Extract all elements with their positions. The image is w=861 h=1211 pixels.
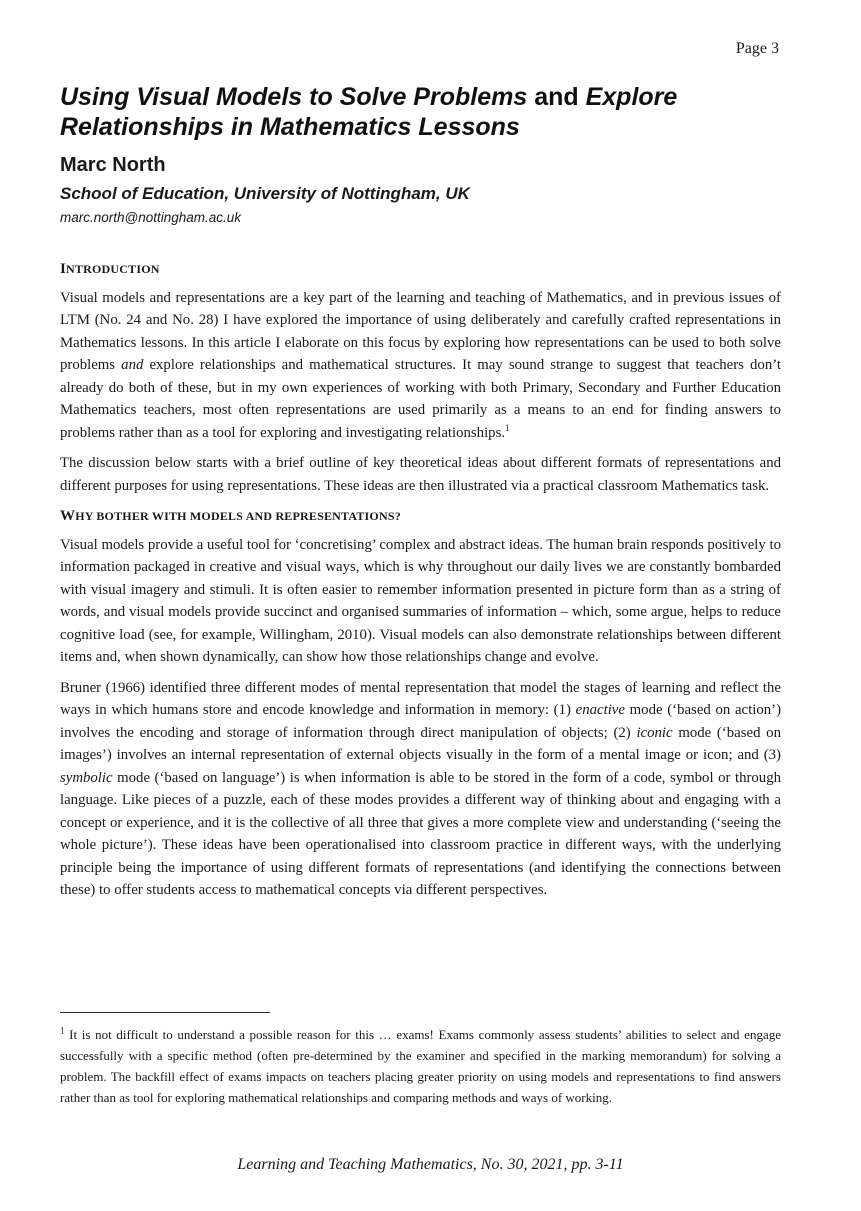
article-body <box>60 258 781 910</box>
section-heading-why-bother: WHY BOTHER WITH MODELS AND REPRESENTATIONS? <box>60 508 401 524</box>
footnote-reference[interactable]: 1 <box>505 422 510 433</box>
paragraph: The discussion below starts with a brief outline of key theoretical ideas about different formats of representations and different purposes for using representations. These ideas are then illustrated via a practical classroom Mathematics task. <box>60 455 781 494</box>
paragraph: Visual models and representations are a key part of the learning and teaching of Mathematics, and in previous issues of LTM (No. 24 and No. 28) I have explored the importance of using deliberately and carefully crafted representations in Mathematics lessons. In this article I elaborate on this focus by exploring how representations can be used to both solve problems and explore relationships and mathematical structures. It may sound strange to suggest that teachers don’t already do both of these, but in my own experiences of working with both Primary, Secondary and Further Education Mathematics teachers, most often representations are used primarily as a means to an end for finding answers to problems rather than as a tool for exploring and investigating relationships.$^1$ <box>60 289 781 441</box>
title-part-1: Using Visual Models to Solve Problems <box>60 83 528 111</box>
footnote: $^1$ It is not difficult to understand a possible reason for this … exams! Exams commonly assess students’ abilities to select and engage successfully with a specific method (often pre-determined by the examiner and specified in the marking memorandum) for solving a problem. The backfill effect of exams impacts on teachers placing greater priority on using models and representations to find answers rather than as tool for exploring mathematical relationships and comparing methods and ways of working. <box>60 1025 781 1105</box>
title-part-2: and <box>527 83 586 111</box>
author-name: Marc North <box>60 154 166 176</box>
author-affiliation: School of Education, University of Nottingham, UK <box>60 184 470 203</box>
section-heading-introduction: INTRODUCTION <box>60 261 160 277</box>
title-part-3: Explore Relationships in Mathematics Lessons <box>60 83 678 141</box>
journal-footer: Learning and Teaching Mathematics, No. 30, 2021, pp. 3-11 <box>237 1156 624 1173</box>
paragraph: Bruner (1966) identified three different modes of mental representation that model the stages of learning and reflect the ways in which humans store and encode knowledge and information in memory: (1) enactive mode (‘based on action’) involves the encoding and storage of information through direct manipulation of objects; (2) iconic mode (‘based on images’) involves an internal representation of external objects visually in the form of a mental image or icon; and (3) symbolic mode (‘based on language’) is when information is able to be stored in the form of a code, symbol or through language. Like pieces of a puzzle, each of these modes provides a different way of thinking about and engaging with a concept or experience, and it is the collective of all three that gives a more complete view and understanding (‘seeing the whole picture’). These ideas have been operationalised into classroom practice in different ways, with the underlying principle being the importance of using different formats of representations (and identifying the connections between these) to offer students access to mathematical concepts via different perspectives. <box>60 679 782 898</box>
article-title <box>60 82 800 142</box>
footnote-divider <box>60 1012 270 1013</box>
paragraph: Visual models provide a useful tool for ‘concretising’ complex and abstract ideas. The human brain responds positively to information packaged in creative and visual ways, which is why throughout our daily lives we are constantly bombarded with visual imagery and stimuli. It is often easier to remember information presented in picture form than as a string of words, and visual models provide succinct and organised summaries of information – which, some argue, helps to reduce cognitive load (see, for example, Willingham, 2010). Visual models can also demonstrate relationships between different items and, when shown dynamically, can show how those relationships change and evolve. <box>60 536 781 665</box>
author-email[interactable]: marc.north@nottingham.ac.uk <box>60 210 242 225</box>
page-number: Page 3 <box>735 40 779 57</box>
footnote-marker: 1 <box>60 1025 65 1036</box>
